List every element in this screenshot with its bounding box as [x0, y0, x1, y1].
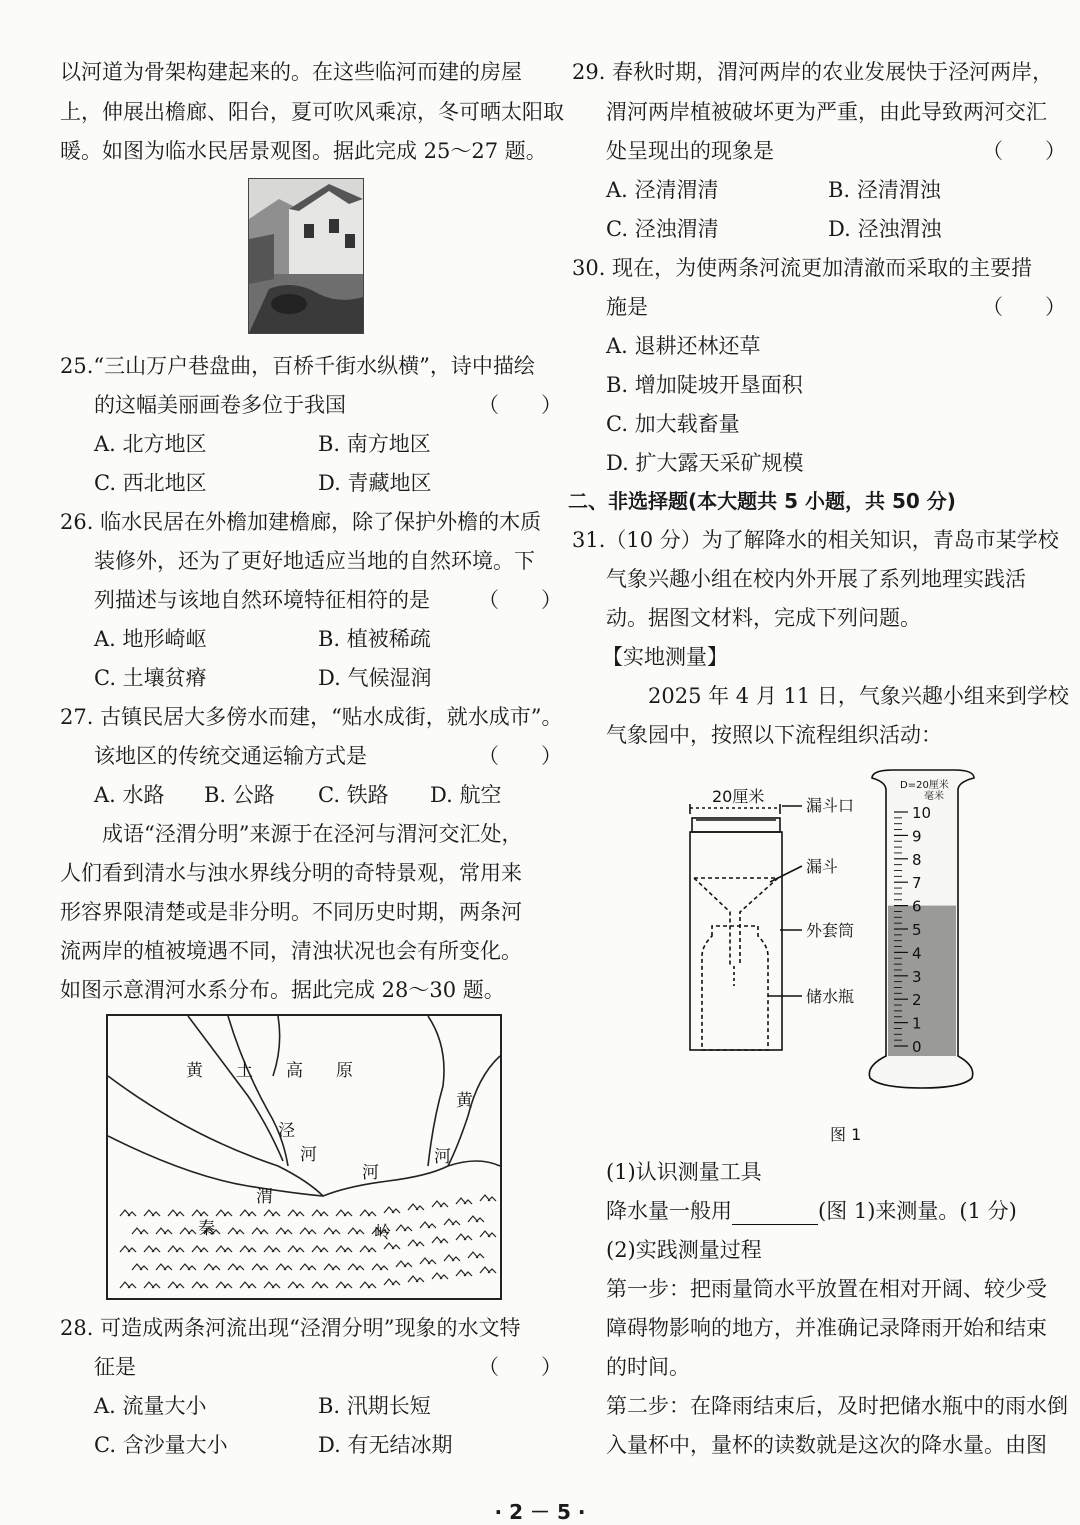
cylinder-tick-label: 7: [912, 874, 922, 893]
mountain-symbol: [312, 1246, 328, 1252]
mountain-symbol: [180, 1228, 196, 1234]
wei-upper-line: [108, 1136, 323, 1196]
q25-option-d: D. 青藏地区: [318, 471, 432, 495]
q27-option-d: D. 航空: [430, 783, 502, 807]
cylinder-unit-label: 毫米: [924, 791, 944, 802]
q25-option-c: C. 西北地区: [94, 471, 207, 495]
mountain-symbol: [192, 1282, 208, 1288]
mountain-symbol: [240, 1246, 256, 1252]
answer-paren: （ ）: [982, 295, 1066, 319]
q25-stem: 的这幅美丽画卷多位于我国: [94, 393, 346, 417]
mountain-symbol: [264, 1282, 280, 1288]
mountain-symbol: [432, 1201, 448, 1207]
map-label-wei: 渭: [256, 1187, 273, 1207]
water-column: [888, 906, 956, 1056]
section-heading: 二、非选择题(本大题共 5 小题，共 50 分): [568, 489, 956, 513]
map-label-yellow: 黄: [456, 1091, 473, 1111]
mountain-symbol: [468, 1252, 484, 1258]
page-number: · 2 － 5 ·: [494, 1500, 586, 1524]
q28-option-c: C. 含沙量大小: [94, 1433, 228, 1457]
mountain-symbol: [240, 1210, 256, 1216]
mountain-symbol: [168, 1282, 184, 1288]
cylinder-tick-label: 8: [912, 850, 922, 869]
q29-option-c: C. 泾浊渭清: [606, 217, 719, 241]
mountain-symbol: [312, 1282, 328, 1288]
q26-option-d: D. 气候湿润: [318, 666, 432, 690]
yellow-river-line: [428, 1016, 444, 1166]
q31-part1-title: (1)认识测量工具: [606, 1160, 762, 1184]
passage-line: 如图示意渭河水系分布。据此完成 28～30 题。: [60, 978, 505, 1002]
answer-paren: （ ）: [478, 1355, 562, 1379]
mountain-symbol: [240, 1282, 256, 1288]
q31-part2-title: (2)实践测量过程: [606, 1238, 762, 1262]
river-branch-line: [273, 1016, 280, 1076]
q29-option-a: A. 泾清渭清: [606, 178, 719, 202]
q28-stem: 28. 可造成两条河流出现“泾渭分明”现象的水文特: [60, 1316, 521, 1340]
mountain-symbol: [216, 1246, 232, 1252]
mountain-symbol: [300, 1264, 316, 1270]
mountain-symbol: [228, 1228, 244, 1234]
mountain-symbol: [156, 1228, 172, 1234]
mountain-symbol: [336, 1282, 352, 1288]
label-storage-bottle: 储水瓶: [806, 987, 855, 1006]
mountain-symbol: [288, 1246, 304, 1252]
map-label-qinling: 秦: [198, 1219, 215, 1239]
mountain-symbol: [168, 1246, 184, 1252]
answer-paren: （ ）: [478, 393, 562, 417]
q29-stem: 渭河两岸植被破坏更为严重，由此导致两河交汇: [606, 100, 1047, 124]
mountain-symbol: [276, 1264, 292, 1270]
q30-stem: 施是: [606, 295, 648, 319]
rain-gauge-figure: [672, 766, 1032, 1146]
intro-line: 暖。如图为临水民居景观图。据此完成 25～27 题。: [60, 139, 547, 163]
label-funnel: 漏斗: [806, 857, 839, 876]
q25-option-b: B. 南方地区: [318, 432, 431, 456]
figure-caption: 图 1: [830, 1125, 862, 1144]
q28-option-b: B. 汛期长短: [318, 1394, 431, 1418]
mountain-symbol: [396, 1225, 412, 1231]
rain-gauge-graphic: [672, 766, 1032, 1146]
mountain-symbol: [408, 1240, 424, 1246]
cylinder-tick-label: 2: [912, 991, 922, 1010]
q27-option-c: C. 铁路: [318, 783, 389, 807]
mountain-symbol: [420, 1222, 436, 1228]
mountain-symbol: [444, 1255, 460, 1261]
mountain-symbol: [144, 1210, 160, 1216]
q31-stem: 31.（10 分）为了解降水的相关知识，青岛市某学校: [572, 528, 1059, 552]
mountain-symbol: [192, 1246, 208, 1252]
q30-option-b: B. 增加陡坡开垦面积: [606, 373, 803, 397]
intro-line: 以河道为骨架构建起来的。在这些临河而建的房屋: [60, 60, 522, 84]
mountain-symbol: [384, 1207, 400, 1213]
mountain-symbol: [132, 1264, 148, 1270]
intro-line: 上，伸展出檐廊、阳台，夏可吹风乘凉，冬可晒太阳取: [60, 100, 564, 124]
photo-graphic: [249, 179, 363, 333]
cylinder-tick-label: 9: [912, 827, 922, 846]
mountain-symbol: [372, 1264, 388, 1270]
mountain-symbol: [384, 1279, 400, 1285]
mountain-symbol: [444, 1219, 460, 1225]
map-label-jing: 河: [300, 1145, 317, 1165]
mountain-symbol: [288, 1210, 304, 1216]
q27-stem: 该地区的传统交通运输方式是: [94, 744, 367, 768]
fill-in-blank[interactable]: [732, 1204, 818, 1225]
q31-stem: 动。据图文材料，完成下列问题。: [606, 606, 921, 630]
cylinder-tick-label: 0: [912, 1038, 922, 1056]
mountain-symbol: [264, 1246, 280, 1252]
q31-part2-line: 障碍物影响的地方，并准确记录降雨开始和结束: [606, 1316, 1047, 1340]
storage-bottle: [702, 926, 768, 1050]
mountain-symbol: [408, 1204, 424, 1210]
mountain-symbol: [480, 1231, 496, 1237]
mountain-symbol: [180, 1264, 196, 1270]
q28-option-d: D. 有无结冰期: [318, 1433, 453, 1457]
cylinder-tick-label: 3: [912, 967, 922, 986]
q29-stem: 处呈现出的现象是: [606, 139, 774, 163]
mountain-symbol: [348, 1228, 364, 1234]
mountain-symbol: [228, 1264, 244, 1270]
mountain-symbol: [408, 1276, 424, 1282]
q30-option-c: C. 加大载畜量: [606, 412, 740, 436]
q31-part1-text: (图 1)来测量。(1 分): [818, 1199, 1017, 1223]
cylinder-tick-label: 4: [912, 944, 922, 963]
q27-option-a: A. 水路: [94, 783, 165, 807]
q31-part2-line: 的时间。: [606, 1355, 690, 1379]
mountain-symbol: [432, 1273, 448, 1279]
map-label-jing: 泾: [278, 1121, 295, 1141]
mountain-symbol: [288, 1282, 304, 1288]
mountain-symbol: [420, 1258, 436, 1264]
q30-option-d: D. 扩大露天采矿规模: [606, 451, 804, 475]
mountain-symbol: [456, 1234, 472, 1240]
q31-subheading: 【实地测量】: [602, 645, 728, 669]
mountain-symbol: [144, 1246, 160, 1252]
funnel-width-label: 20厘米: [712, 787, 765, 806]
q29-stem: 29. 春秋时期，渭河两岸的农业发展快于泾河两岸，: [572, 60, 1054, 84]
mountain-symbol: [120, 1282, 136, 1288]
mountain-symbol: [468, 1216, 484, 1222]
q31-paragraph: 2025 年 4 月 11 日，气象兴趣小组来到学校: [606, 684, 1069, 708]
mountain-symbol: [360, 1282, 376, 1288]
mountain-symbol: [324, 1264, 340, 1270]
q30-stem: 30. 现在，为使两条河流更加清澈而采取的主要措: [572, 256, 1033, 280]
passage-line: 流两岸的植被境遇不同，清浊状况也会有所变化。: [60, 939, 522, 963]
mountain-symbol: [216, 1282, 232, 1288]
q29-option-d: D. 泾浊渭浊: [828, 217, 942, 241]
q26-option-b: B. 植被稀疏: [318, 627, 431, 651]
q28-stem: 征是: [94, 1355, 136, 1379]
q31-part1-question: [606, 1197, 1017, 1225]
mountain-symbol: [132, 1228, 148, 1234]
mountain-symbol: [192, 1210, 208, 1216]
map-label-loess: 原: [336, 1061, 353, 1081]
q31-part2-line: 第二步：在降雨结束后，及时把储水瓶中的雨水倒: [606, 1394, 1068, 1418]
map-label-wei: 河: [362, 1163, 379, 1183]
mountain-symbol: [432, 1237, 448, 1243]
mountain-symbol: [264, 1210, 280, 1216]
mountain-symbol: [216, 1210, 232, 1216]
mountain-symbol: [360, 1246, 376, 1252]
q27-stem: 27. 古镇民居大多傍水而建，“贴水成街，就水成市”。: [60, 705, 563, 729]
q27-option-b: B. 公路: [204, 783, 275, 807]
cylinder-tick-label: 1: [912, 1014, 922, 1033]
mountain-symbol: [300, 1228, 316, 1234]
q26-option-c: C. 土壤贫瘠: [94, 666, 207, 690]
q26-stem: 装修外，还为了更好地适应当地的自然环境。下: [94, 549, 535, 573]
map-label-loess: 高: [286, 1061, 303, 1081]
map-label-loess: 黄: [186, 1061, 203, 1081]
mountain-symbol: [384, 1243, 400, 1249]
q29-option-b: B. 泾清渭浊: [828, 178, 941, 202]
q25-stem: 25.“三山万户巷盘曲，百桥千街水纵横”，诗中描绘: [60, 354, 535, 378]
map-graphic: [108, 1016, 500, 1298]
cylinder-tick-label: 6: [912, 897, 922, 916]
mountain-symbol: [120, 1246, 136, 1252]
label-funnel-mouth: 漏斗口: [806, 796, 855, 815]
mountain-symbol: [144, 1282, 160, 1288]
q31-stem: 气象兴趣小组在校内外开展了系列地理实践活: [606, 567, 1026, 591]
wei-river-map: [106, 1014, 502, 1300]
cylinder-tick-label: 10: [912, 804, 932, 822]
mountain-symbol: [396, 1261, 412, 1267]
map-label-yellow: 河: [434, 1147, 451, 1167]
qinling-mountain-symbols: [120, 1195, 496, 1288]
river-branch-line: [448, 1056, 500, 1166]
mountain-symbol: [276, 1228, 292, 1234]
mountain-symbol: [324, 1228, 340, 1234]
map-label-qinling: 岭: [374, 1223, 391, 1243]
mountain-symbol: [456, 1270, 472, 1276]
q31-part1-text: 降水量一般用: [606, 1199, 732, 1223]
q26-stem: 26. 临水民居在外檐加建檐廊，除了保护外檐的木质: [60, 510, 542, 534]
mountain-symbol: [120, 1210, 136, 1216]
mountain-symbol: [480, 1267, 496, 1273]
q31-part2-line: 入量杯中，量杯的读数就是这次的降水量。由图: [606, 1433, 1047, 1457]
cylinder-diameter-label: D=20厘米: [900, 780, 949, 791]
label-outer-cylinder: 外套筒: [806, 921, 855, 940]
mountain-symbol: [360, 1210, 376, 1216]
mountain-symbol: [252, 1228, 268, 1234]
q30-option-a: A. 退耕还林还草: [606, 334, 761, 358]
q25-option-a: A. 北方地区: [94, 432, 207, 456]
q31-part2-line: 第一步：把雨量筒水平放置在相对开阔、较少受: [606, 1277, 1047, 1301]
passage-line: 形容界限清楚或是非分明。不同历史时期，两条河: [60, 900, 522, 924]
map-label-loess: 土: [236, 1061, 253, 1081]
mountain-symbol: [336, 1246, 352, 1252]
answer-paren: （ ）: [478, 744, 562, 768]
q31-paragraph: 气象园中，按照以下流程组织活动：: [606, 723, 942, 747]
q28-option-a: A. 流量大小: [94, 1394, 207, 1418]
mountain-symbol: [312, 1210, 328, 1216]
mountain-symbol: [348, 1264, 364, 1270]
measuring-cylinder: [869, 770, 974, 1088]
answer-paren: （ ）: [478, 588, 562, 612]
mountain-symbol: [456, 1198, 472, 1204]
mountain-symbol: [252, 1264, 268, 1270]
mountain-symbol: [480, 1195, 496, 1201]
q26-option-a: A. 地形崎岖: [94, 627, 207, 651]
cylinder-tick-label: 5: [912, 921, 922, 939]
q26-stem: 列描述与该地自然环境特征相符的是: [94, 588, 430, 612]
waterside-dwelling-photo: [248, 178, 364, 334]
passage-line: 人们看到清水与浊水界线分明的奇特景观，常用来: [60, 861, 522, 885]
mountain-symbol: [168, 1210, 184, 1216]
mountain-symbol: [204, 1264, 220, 1270]
mountain-symbol: [156, 1264, 172, 1270]
mountain-symbol: [336, 1210, 352, 1216]
answer-paren: （ ）: [982, 139, 1066, 163]
passage-line: 成语“泾渭分明”来源于在泾河与渭河交汇处，: [60, 822, 523, 846]
